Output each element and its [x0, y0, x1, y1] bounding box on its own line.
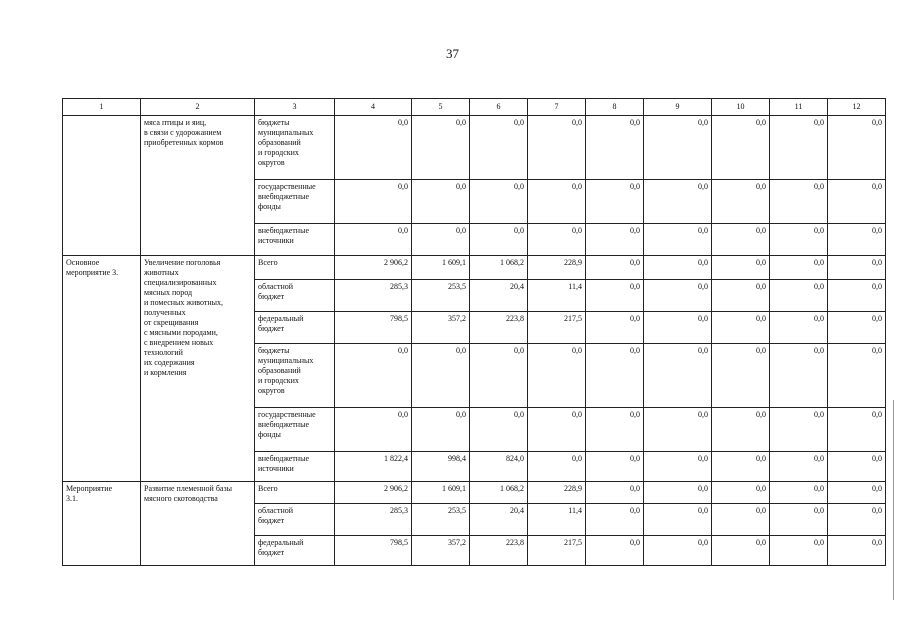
- value-cell: 0,0: [644, 482, 712, 504]
- column-header: 11: [770, 99, 828, 116]
- value-cell: 0,0: [586, 408, 644, 452]
- table-row: [63, 482, 886, 504]
- value-cell: 0,0: [644, 224, 712, 256]
- value-cell: 0,0: [712, 408, 770, 452]
- value-cell: 0,0: [586, 224, 644, 256]
- value-cell: 0,0: [712, 504, 770, 536]
- value-cell: 0,0: [712, 256, 770, 280]
- value-cell: 0,0: [335, 224, 412, 256]
- value-cell: 228,9: [528, 256, 586, 280]
- value-cell: 0,0: [335, 116, 412, 180]
- value-cell: 357,2: [412, 312, 470, 344]
- funding-source-cell: федеральный бюджет: [255, 536, 335, 566]
- value-cell: 0,0: [586, 256, 644, 280]
- value-cell: 1 609,1: [412, 256, 470, 280]
- column-header: 8: [586, 99, 644, 116]
- value-cell: 0,0: [412, 408, 470, 452]
- value-cell: 2 906,2: [335, 482, 412, 504]
- column-header: 10: [712, 99, 770, 116]
- value-cell: 0,0: [828, 408, 886, 452]
- value-cell: 0,0: [335, 408, 412, 452]
- value-cell: 0,0: [828, 504, 886, 536]
- funding-source-cell: областной бюджет: [255, 280, 335, 312]
- value-cell: 0,0: [712, 452, 770, 482]
- value-cell: 0,0: [586, 180, 644, 224]
- funding-source-cell: государственные внебюджетные фонды: [255, 180, 335, 224]
- value-cell: 217,5: [528, 536, 586, 566]
- value-cell: 0,0: [412, 344, 470, 408]
- value-cell: 228,9: [528, 482, 586, 504]
- value-cell: 1 822,4: [335, 452, 412, 482]
- value-cell: 0,0: [644, 116, 712, 180]
- value-cell: 0,0: [828, 452, 886, 482]
- value-cell: 0,0: [712, 312, 770, 344]
- value-cell: 0,0: [644, 256, 712, 280]
- value-cell: 1 068,2: [470, 256, 528, 280]
- column-header: 6: [470, 99, 528, 116]
- funding-source-cell: областной бюджет: [255, 504, 335, 536]
- page-number: 37: [446, 46, 459, 61]
- column-header: 4: [335, 99, 412, 116]
- event-name-cell: Основное мероприятие 3.: [63, 256, 141, 482]
- value-cell: 0,0: [470, 344, 528, 408]
- value-cell: 0,0: [712, 536, 770, 566]
- value-cell: 0,0: [828, 344, 886, 408]
- value-cell: 0,0: [528, 180, 586, 224]
- table-row: [63, 116, 886, 180]
- value-cell: 1 068,2: [470, 482, 528, 504]
- value-cell: 0,0: [770, 408, 828, 452]
- budget-table: [62, 98, 886, 566]
- value-cell: 0,0: [712, 116, 770, 180]
- value-cell: 0,0: [828, 224, 886, 256]
- value-cell: 0,0: [770, 452, 828, 482]
- value-cell: 0,0: [828, 256, 886, 280]
- value-cell: 0,0: [770, 280, 828, 312]
- event-description-cell: Увеличение поголовья животных специализированных мясных пород и помесных животных, полученных от скрещивания с мясными породами, с внедрением новых технологий их содержания и кормления: [141, 256, 255, 482]
- value-cell: 0,0: [770, 116, 828, 180]
- value-cell: 0,0: [828, 536, 886, 566]
- value-cell: 0,0: [586, 280, 644, 312]
- value-cell: 0,0: [470, 180, 528, 224]
- funding-source-cell: бюджеты муниципальных образований и городских округов: [255, 116, 335, 180]
- value-cell: 0,0: [828, 482, 886, 504]
- value-cell: 0,0: [586, 504, 644, 536]
- value-cell: 253,5: [412, 504, 470, 536]
- value-cell: 0,0: [644, 408, 712, 452]
- value-cell: 0,0: [644, 180, 712, 224]
- value-cell: 0,0: [770, 224, 828, 256]
- event-description-cell: Развитие племенной базы мясного скотоводства: [141, 482, 255, 566]
- table-body: [63, 116, 886, 566]
- funding-source-cell: Всего: [255, 256, 335, 280]
- column-header: 12: [828, 99, 886, 116]
- value-cell: 824,0: [470, 452, 528, 482]
- funding-source-cell: внебюджетные источники: [255, 224, 335, 256]
- funding-source-cell: бюджеты муниципальных образований и городских округов: [255, 344, 335, 408]
- value-cell: 0,0: [335, 344, 412, 408]
- value-cell: 0,0: [412, 116, 470, 180]
- value-cell: 0,0: [828, 280, 886, 312]
- value-cell: 0,0: [586, 312, 644, 344]
- value-cell: 11,4: [528, 504, 586, 536]
- value-cell: 0,0: [335, 180, 412, 224]
- column-header: 9: [644, 99, 712, 116]
- value-cell: 20,4: [470, 504, 528, 536]
- column-header: 7: [528, 99, 586, 116]
- value-cell: 20,4: [470, 280, 528, 312]
- value-cell: 223,8: [470, 536, 528, 566]
- column-header: 1: [63, 99, 141, 116]
- column-header: 3: [255, 99, 335, 116]
- value-cell: 0,0: [528, 344, 586, 408]
- value-cell: 253,5: [412, 280, 470, 312]
- funding-source-cell: федеральный бюджет: [255, 312, 335, 344]
- value-cell: 0,0: [644, 504, 712, 536]
- value-cell: 0,0: [712, 180, 770, 224]
- column-header: 2: [141, 99, 255, 116]
- table-row: [63, 256, 886, 280]
- header-row: [63, 99, 886, 116]
- value-cell: 0,0: [712, 280, 770, 312]
- value-cell: 0,0: [770, 482, 828, 504]
- value-cell: 0,0: [712, 482, 770, 504]
- value-cell: 0,0: [412, 180, 470, 224]
- value-cell: 0,0: [770, 180, 828, 224]
- value-cell: 11,4: [528, 280, 586, 312]
- value-cell: 0,0: [712, 344, 770, 408]
- value-cell: 798,5: [335, 536, 412, 566]
- value-cell: 0,0: [528, 408, 586, 452]
- value-cell: 217,5: [528, 312, 586, 344]
- value-cell: 0,0: [528, 224, 586, 256]
- value-cell: 0,0: [586, 452, 644, 482]
- value-cell: 357,2: [412, 536, 470, 566]
- value-cell: 0,0: [470, 224, 528, 256]
- value-cell: 0,0: [586, 344, 644, 408]
- value-cell: 0,0: [770, 256, 828, 280]
- event-name-cell: [63, 116, 141, 256]
- value-cell: 0,0: [712, 224, 770, 256]
- scan-edge-line: [893, 400, 894, 600]
- funding-source-cell: Всего: [255, 482, 335, 504]
- value-cell: 0,0: [586, 482, 644, 504]
- value-cell: 0,0: [586, 536, 644, 566]
- value-cell: 1 609,1: [412, 482, 470, 504]
- value-cell: 0,0: [828, 180, 886, 224]
- value-cell: 0,0: [644, 452, 712, 482]
- value-cell: 0,0: [770, 312, 828, 344]
- value-cell: 0,0: [770, 504, 828, 536]
- event-name-cell: Мероприятие 3.1.: [63, 482, 141, 566]
- funding-source-cell: внебюджетные источники: [255, 452, 335, 482]
- value-cell: 0,0: [828, 116, 886, 180]
- column-header: 5: [412, 99, 470, 116]
- value-cell: 0,0: [770, 536, 828, 566]
- value-cell: 285,3: [335, 504, 412, 536]
- value-cell: 0,0: [644, 312, 712, 344]
- value-cell: 0,0: [528, 116, 586, 180]
- value-cell: 0,0: [828, 312, 886, 344]
- value-cell: 285,3: [335, 280, 412, 312]
- funding-source-cell: государственные внебюджетные фонды: [255, 408, 335, 452]
- value-cell: 0,0: [470, 408, 528, 452]
- event-description-cell: мяса птицы и яиц, в связи с удорожанием приобретенных кормов: [141, 116, 255, 256]
- value-cell: 223,8: [470, 312, 528, 344]
- value-cell: 2 906,2: [335, 256, 412, 280]
- value-cell: 0,0: [770, 344, 828, 408]
- value-cell: 0,0: [412, 224, 470, 256]
- value-cell: 0,0: [586, 116, 644, 180]
- value-cell: 0,0: [528, 452, 586, 482]
- value-cell: 0,0: [644, 344, 712, 408]
- value-cell: 998,4: [412, 452, 470, 482]
- value-cell: 0,0: [470, 116, 528, 180]
- value-cell: 0,0: [644, 536, 712, 566]
- value-cell: 798,5: [335, 312, 412, 344]
- value-cell: 0,0: [644, 280, 712, 312]
